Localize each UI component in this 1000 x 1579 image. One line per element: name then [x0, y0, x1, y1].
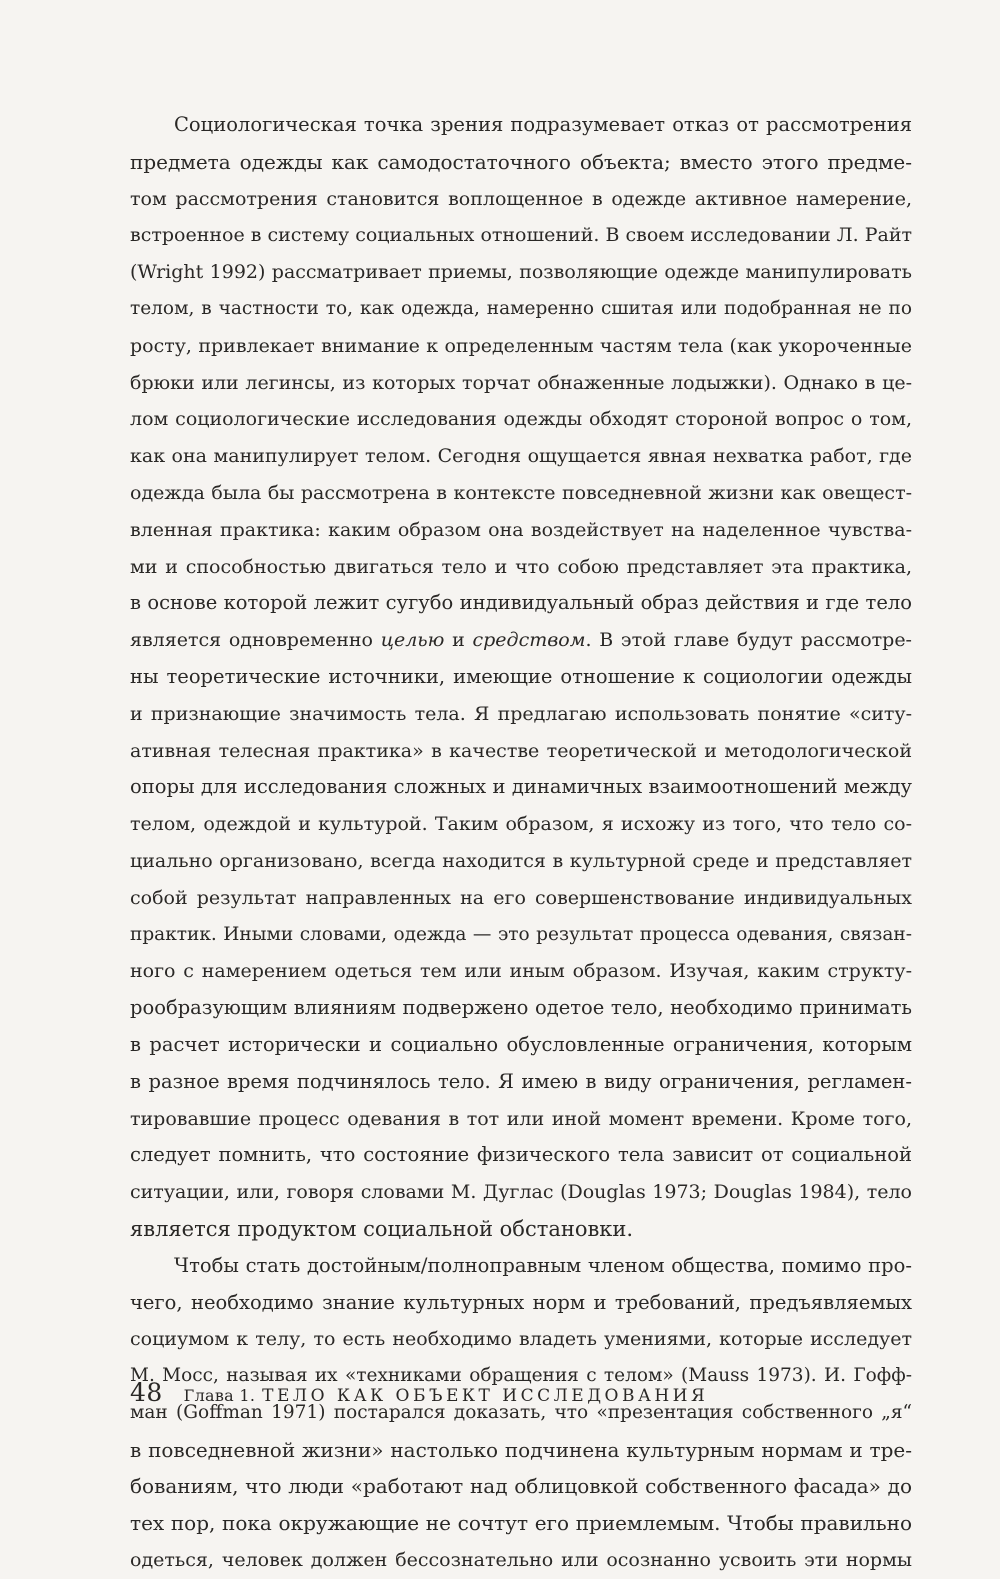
text-line: встроенное в систему социальных отношений. В своем исследовании Л. Райт [130, 224, 912, 247]
text-line: ны теоретические источники, имеющие отношение к социологии одежды [130, 664, 912, 688]
main-text [130, 107, 912, 1579]
text-line: практик. Иными словами, одежда — это результат процесса одевания, связан- [130, 923, 912, 945]
text-line: М. Мосс, называя их «техниками обращения с телом» (Mauss 1973). И. Гофф- [130, 1365, 912, 1387]
text-line: телом, одеждой и культурой. Таким образом, я исхожу из того, что тело со- [130, 813, 912, 836]
text-line: в разное время подчинялось тело. Я имею в виду ограничения, регламен- [130, 1069, 912, 1093]
text-line: собой результат направленных на его совершенствование индивидуальных [130, 886, 912, 909]
text-line: бованиям, что люди «работают над облицовкой собственного фасада» до [130, 1474, 912, 1499]
text-line: ман (Goffman 1971) постарался доказать, что «презентация собственного „я“ [130, 1401, 912, 1423]
text-line: брюки или легинсы, из которых торчат обнаженные лодыжки). Однако в це- [130, 371, 912, 394]
text-line: тировавшие процесс одевания в тот или иной момент времени. Кроме того, [130, 1107, 912, 1130]
text-line: одежда была бы рассмотрена в контексте повседневной жизни как овещест- [130, 481, 912, 504]
text-segment: . В этой главе будут рассмотре- [585, 629, 912, 652]
text-line: Чтобы стать достойным/полноправным членом общества, помимо про- [174, 1253, 912, 1277]
text-line-with-italics [130, 622, 912, 659]
text-line: ситуации, или, говоря словами М. Дуглас (Douglas 1973; Douglas 1984), тело [130, 1181, 912, 1204]
text-line: вленная практика: каким образом она воздействует на наделенное чувства- [130, 518, 912, 541]
text-line: Социологическая точка зрения подразумевает отказ от рассмотрения [174, 113, 912, 136]
page-footer [130, 1378, 708, 1407]
text-line: ми и способностью двигаться тело и что собою представляет эта практика, [130, 555, 912, 578]
text-line: и признающие значимость тела. Я предлагаю использовать понятие «ситу- [130, 702, 912, 725]
text-line: телом, в частности то, как одежда, намеренно сшитая или подобранная не по [130, 297, 912, 319]
text-line: лом социологические исследования одежды обходят стороной вопрос о том, [130, 408, 912, 431]
text-line: тех пор, пока окружающие не сочтут его приемлемым. Чтобы правильно [130, 1511, 912, 1536]
text-line: одеться, человек должен бессознательно или осознанно усвоить эти нормы [130, 1549, 912, 1572]
text-line: опоры для исследования сложных и динамичных взаимоотношений между [130, 775, 912, 799]
text-segment: и [444, 629, 473, 652]
text-line: росту, привлекает внимание к определенным частям тела (как укороченные [130, 334, 912, 357]
paragraph-2 [130, 1248, 912, 1579]
italic-term-means: средством [472, 629, 586, 652]
text-line: в основе которой лежит сугубо индивидуальный образ действия и где тело [130, 591, 912, 615]
paragraph-1 [130, 107, 912, 1248]
page-number: 48 [130, 1378, 163, 1407]
text-line: том рассмотрения становится воплощенное в одежде активное намерение, [130, 187, 912, 210]
text-line: является продуктом социальной обстановки. [130, 1216, 634, 1241]
text-line: социумом к телу, то есть необходимо владеть умениями, которые исследует [130, 1328, 912, 1351]
text-line: рообразующим влияниям подвержено одетое тело, необходимо принимать [130, 996, 912, 1020]
chapter-label: Глава 1. [183, 1386, 256, 1405]
text-line: предмета одежды как самодостаточного объекта; вместо этого предме- [130, 149, 912, 174]
text-line: следует помнить, что состояние физического тела зависит от социальной [130, 1143, 912, 1167]
text-line: циально организовано, всегда находится в культурной среде и представляет [130, 849, 912, 872]
text-line: чего, необходимо знание культурных норм и требований, предъявляемых [130, 1290, 912, 1314]
text-segment: является одновременно [130, 629, 381, 652]
italic-term-goal: целью [380, 629, 445, 652]
text-line: в повседневной жизни» настолько подчинена культурным нормам и тре- [130, 1437, 912, 1462]
text-line: в расчет исторически и социально обусловленные ограничения, которым [130, 1032, 912, 1056]
text-line: ного с намерением одеться тем или иным образом. Изучая, каким структу- [130, 960, 912, 983]
chapter-title: ТЕЛО КАК ОБЪЕКТ ИССЛЕДОВАНИЯ [262, 1386, 709, 1406]
text-line: как она манипулирует телом. Сегодня ощущается явная нехватка работ, где [130, 445, 912, 468]
text-line: (Wright 1992) рассматривает приемы, позволяющие одежде манипулировать [130, 261, 912, 284]
text-line: ативная телесная практика» в качестве теоретической и методологической [130, 739, 912, 762]
